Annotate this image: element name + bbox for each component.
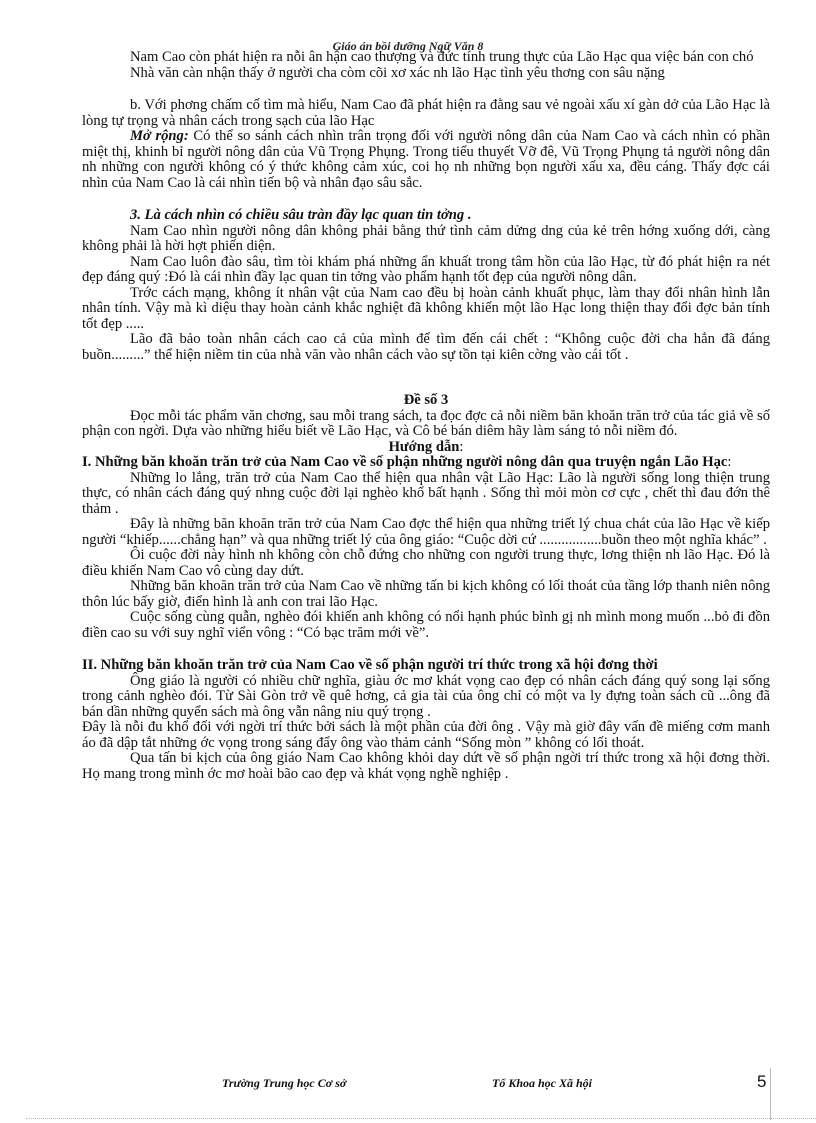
paragraph: Trớc cách mạng, không ít nhân vật của Nam cao đều bị hoàn cảnh khuất phục, làm thay đổi nhân hình lẫn nhân tính. Vậy mà kì diệu thay hoàn cảnh khắc nghiệt đã không khiến một lão Hạc long thiện thay đổi đợc bản tính tốt đẹp ..... [82, 284, 770, 332]
exam-title: Đề số 3 [403, 392, 449, 408]
section-colon: : [727, 454, 732, 470]
paragraph: Nhà văn càn nhận thấy ở người cha còm cõi xơ xác nh lão Hạc tình yêu thơng con sâu nặng [130, 64, 665, 81]
paragraph: b. Với phơng chấm cố tìm mà hiểu, Nam Cao đã phát hiện ra đằng sau vẻ ngoài xấu xí gàn dở của Lão Hạc là lòng tự trọng và nhân cách trong sạch của lão Hạc [82, 97, 770, 129]
paragraph: Ôi cuộc đời này hình nh không còn chỗ đứng cho những con người trung thực, lơng thiện nh lão Hạc. Đó là điều khiến Nam Cao vô cùng day dứt. [82, 547, 770, 579]
paragraph: Ông giáo là người có nhiều chữ nghĩa, giàu ớc mơ khát vọng cao đẹp có nhân cách đáng quý song lại sống trong cảnh nghèo đói. Từ Sài Gòn trở về quê hơng, cả gia tài của ông chỉ có một va ly đựng toàn sách cũ ...ông đã bán dần những quyển sách mà ông vẫn nâng niu quý trọng . [82, 672, 770, 720]
section-heading: 3. Là cách nhìn có chiều sâu tràn đầy lạc quan tin tởng . [130, 207, 472, 223]
spacer [82, 191, 770, 208]
extension-text: Có thể so sánh cách nhìn trân trọng đối với người nông dân của Nam Cao và cách nhìn có phần miệt thị, khinh bỉ người nông dân của Vũ Trọng Phụng. Trong tiểu thuyết Vỡ đê, Vũ Trọng Phụng tả người nông dân nh những con người không có ý thức không cảm xúc, coi họ nh những bọn người xấu xa, đều cáng. Thấy đợc cái nhìn của Nam Cao là cái nhìn tiến bộ và nhân đạo sâu sắc. [82, 128, 770, 191]
section-heading: II. Những băn khoăn trăn trở của Nam Cao về số phận người trí thức trong xã hội đơng thời [82, 657, 658, 673]
page-bottom-rule [26, 1118, 816, 1119]
guide-colon: : [459, 438, 464, 455]
paragraph: Lão đã bảo toàn nhân cách cao cả của mình để tìm đến cái chết : “Không cuộc đời cha hẳn đã đáng buồn.........” thể hiện niềm tin của nhà văn vào nhân cách vào sự tồn tại kiên cờng vào cái tốt . [82, 331, 770, 363]
paragraph: Nam Cao luôn đào sâu, tìm tòi khám phá những ẩn khuất trong tâm hồn của lão Hạc, từ đó phát hiện ra nét đẹp đáng quý :Đó là cái nhìn đầy lạc quan tin tởng vào phẩm hạnh tốt đẹp của người nông dân. [82, 253, 770, 285]
footer-school: Trường Trung học Cơ sở [222, 1076, 347, 1090]
paragraph: Đây là những băn khoăn trăn trở của Nam Cao đợc thể hiện qua những triết lý chua chát của lão Hạc về kiếp người “khiếp......chẳng hạn” và qua những triết lý của ông giáo: “Cuộc dời cứ .................buồn theo một nghĩa khác” . [82, 516, 770, 548]
paragraph: Đây là nỗi đu khổ đối với ngời trí thức bởi sách là một phần của đời ông . Vậy mà giờ đây vấn đề miếng cơm manh áo đã dập tắt những ớc vọng trong sáng đẩy ông vào thảm cảnh “Sống mòn ” không có lối thoát. [82, 719, 770, 751]
paragraph: Cuộc sống cùng quẫn, nghèo đói khiến anh không có nổi hạnh phúc bình gị nh mình mong muốn ...bỏ đi đồn điền cao su với suy nghĩ viển vông : “Có bạc trăm mới về”. [82, 609, 770, 641]
paragraph: Nam Cao còn phát hiện ra nỗi ân hận cao thượng và đức tính trung thực của Lão Hạc qua việc bán con chó [130, 49, 754, 65]
paragraph: Nam Cao nhìn người nông dân không phải bằng thứ tình cảm dửng dng của kẻ trên hớng xuống dới, càng không phải là hời hợt phiến diện. [82, 222, 770, 254]
paragraph: Những băn khoăn trăn trở của Nam Cao về những tấn bi kịch không có lối thoát của tầng lớp thanh niên nông thôn lúc bấy giờ, điển hình là anh con trai lão Hạc. [82, 578, 770, 610]
paragraph-extension [82, 129, 770, 191]
margin-divider [770, 1068, 771, 1120]
extension-label: Mở rộng: [130, 128, 189, 144]
section-heading [82, 455, 770, 471]
document-body [82, 50, 770, 782]
footer-department: Tổ Khoa học Xã hội [492, 1076, 593, 1090]
guide-heading [82, 440, 770, 456]
page-number: 5 [757, 1072, 767, 1091]
page-footer [0, 1072, 816, 1096]
paragraph: Đọc mỗi tác phẩm văn chơng, sau mỗi trang sách, ta đọc đợc cả nỗi niềm băn khoăn trăn trở của tác giả về số phận con ngời. Dựa vào những hiểu biết về Lão Hạc, và Cô bé bán diêm hãy làm sáng tỏ nỗi niềm đó. [82, 407, 770, 439]
spacer [82, 81, 770, 98]
guide-label: Hướng dẫn [388, 438, 460, 455]
paragraph: Những lo lắng, trăn trở của Nam Cao thể hiện qua nhân vật Lão Hạc: Lão là người sống long thiện trung thực, có nhân cách đáng quý nhng cuộc đời lại nghèo khổ bất hạnh . Sống thì mỏi mòn cơ cực , chết thì đau đớn thê thảm . [82, 469, 770, 517]
section-title: I. Những băn khoăn trăn trở của Nam Cao về số phận những người nông dân qua truyện ngắn Lão Hạc [82, 454, 728, 470]
page-header: Giáo án bồi dưỡng Ngữ Văn 8 [332, 39, 484, 53]
spacer [82, 641, 770, 658]
spacer [82, 363, 770, 393]
paragraph: Qua tấn bi kịch của ông giáo Nam Cao không khỏi day dứt về số phận ngời trí thức trong xã hội đơng thời. Họ mang trong mình ớc mơ hoài bão cao đẹp và khát vọng nghề nghiệp . [82, 750, 770, 782]
